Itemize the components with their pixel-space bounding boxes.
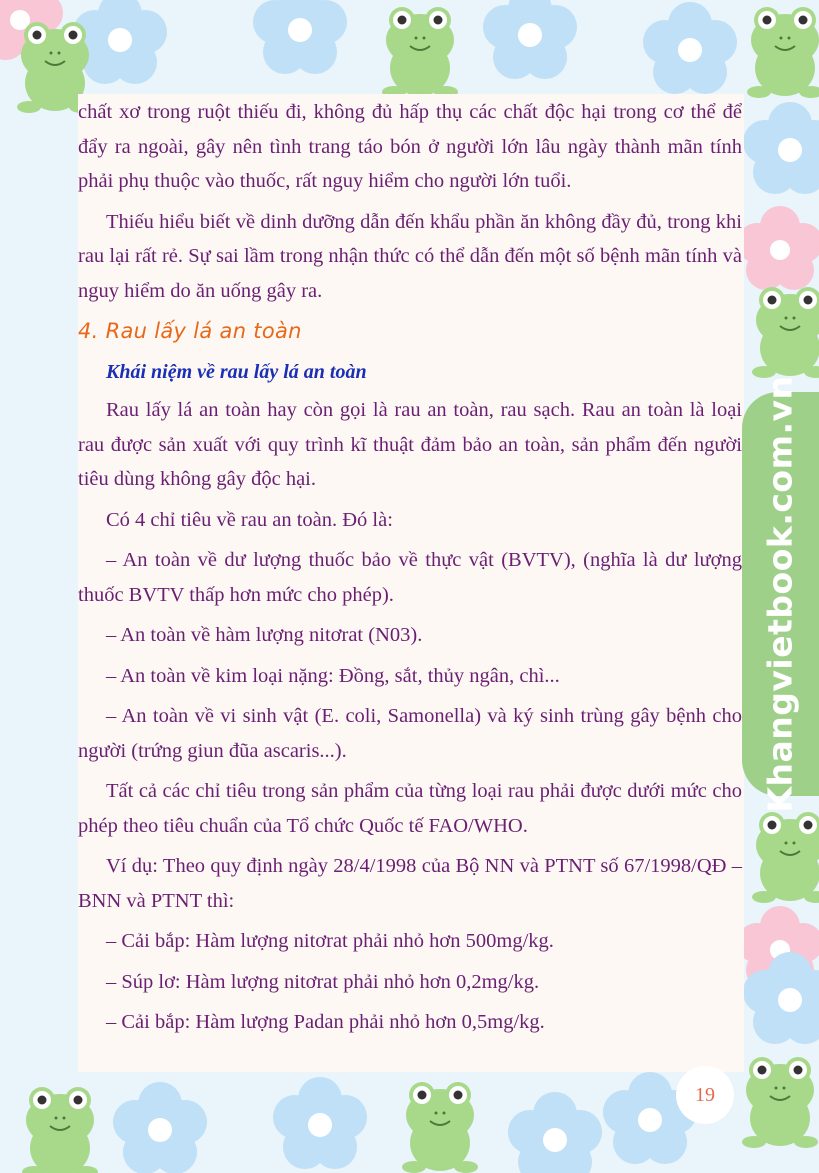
paragraph: Có 4 chỉ tiêu về rau an toàn. Đó là:	[106, 508, 393, 531]
paragraph: Thiếu hiểu biết về dinh dưỡng dẫn đến khẩu phần ăn không đầy đủ, trong khi rau lại rất rẻ. Sự sai lầm trong nhận thức có thể dẫn đến một số bệnh mãn tính và nguy hiểm do ăn uống gây ra.	[78, 210, 742, 302]
page-body	[78, 95, 742, 1046]
paragraph: Rau lấy lá an toàn hay còn gọi là rau an toàn, rau sạch. Rau an toàn là loại rau được sản xuất với quy trình kĩ thuật đảm bảo an toàn, sản phẩm đến người tiêu dùng không gây độc hại.	[78, 399, 742, 490]
paragraph: Tất cả các chỉ tiêu trong sản phẩm của từng loại rau phải được dưới mức cho phép theo tiêu chuẩn của Tổ chức Quốc tế FAO/WHO.	[78, 780, 742, 837]
list-item: – An toàn về vi sinh vật (E. coli, Samonella) và ký sinh trùng gây bệnh cho người (trứng giun đũa ascaris...).	[78, 705, 742, 762]
list-item: – Cải bắp: Hàm lượng nitơrat phải nhỏ hơn 500mg/kg.	[106, 930, 554, 952]
section-heading: 4. Rau lấy lá an toàn	[78, 319, 302, 343]
paragraph: Ví dụ: Theo quy định ngày 28/4/1998 của Bộ NN và PTNT số 67/1998/QĐ – BNN và PTNT thì:	[78, 855, 742, 912]
subsection-heading: Khái niệm về rau lấy lá an toàn	[106, 360, 367, 383]
list-item: – Súp lơ: Hàm lượng nitơrat phải nhỏ hơn 0,2mg/kg.	[106, 970, 540, 993]
page-number: 19	[695, 1084, 715, 1106]
list-item: – An toàn về dư lượng thuốc bảo về thực vật (BVTV), (nghĩa là dư lượng thuốc BVTV thấp hơn mức cho phép).	[78, 549, 742, 606]
list-item: – An toàn về kim loại nặng: Đồng, sắt, thủy ngân, chì...	[106, 664, 560, 687]
brand-watermark: Khangvietbook.com.vn	[760, 375, 800, 813]
list-item: – An toàn về hàm lượng nitơrat (N03).	[106, 624, 423, 646]
paragraph: chất xơ trong ruột thiếu đi, không đủ hấp thụ các chất độc hại trong cơ thể để đẩy ra ngoài, gây nên tình trang táo bón ở người lớn lâu ngày thành mãn tính phải phụ thuộc vào thuốc, rất nguy hiểm cho người lớn tuổi.	[78, 101, 742, 192]
list-item: – Cải bắp: Hàm lượng Padan phải nhỏ hơn 0,5mg/kg.	[106, 1011, 545, 1033]
